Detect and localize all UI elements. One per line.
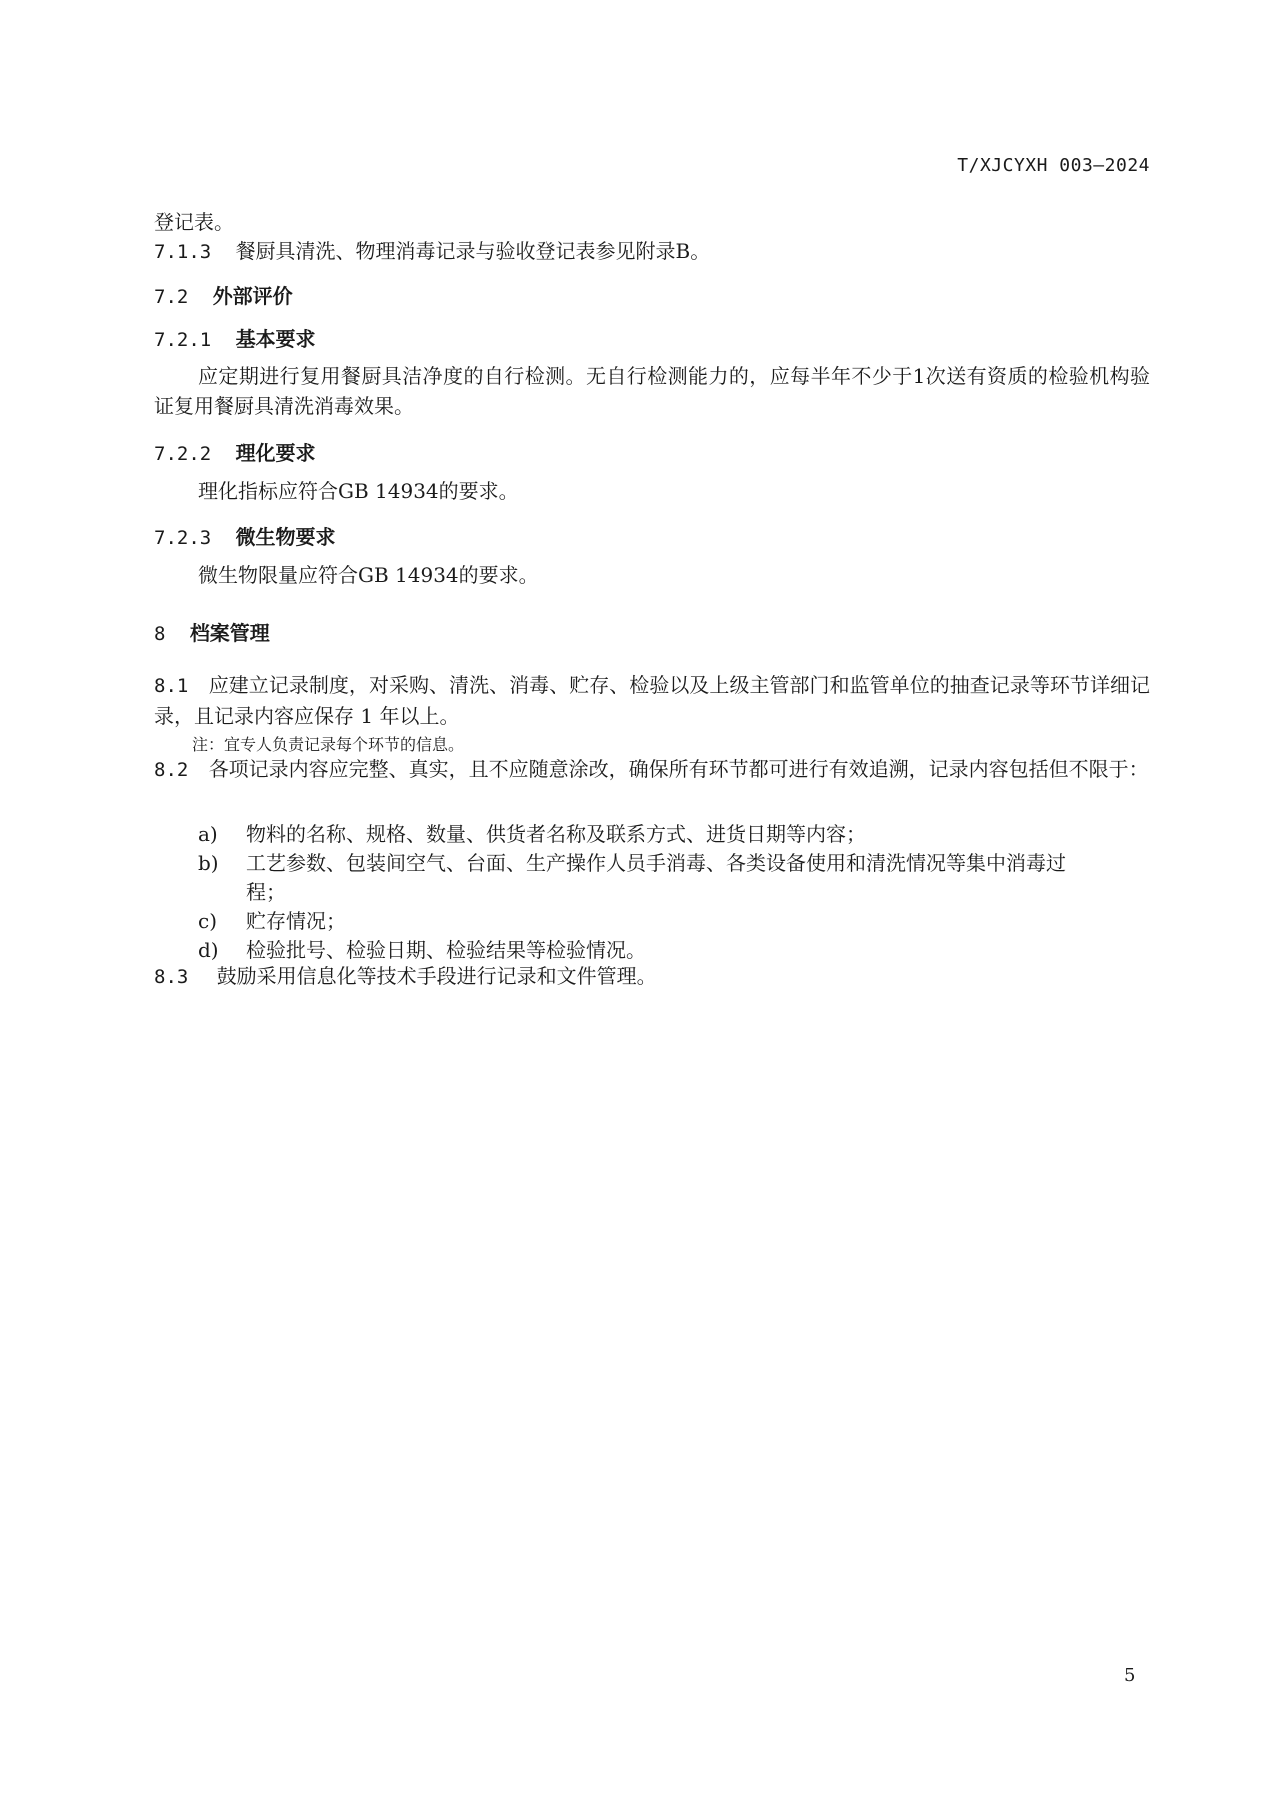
clause-number: 8.2 — [154, 759, 189, 781]
clause-8-3 — [154, 962, 657, 992]
heading-number: 7.2.2 — [154, 443, 212, 465]
clause-text: 应建立记录制度，对采购、清洗、消毒、贮存、检验以及上级主管部门和监管单位的抽查记录等环节详细记录，且记录内容应保存 1 年以上。 — [154, 673, 1151, 728]
list-item-label: a) — [198, 822, 218, 846]
clause-8-2 — [154, 754, 1150, 785]
paragraph-7-2-1: 应定期进行复用餐厨具洁净度的自行检测。无自行检测能力的，应每半年不少于1次送有资质的检验机构验证复用餐厨具清洗消毒效果。 — [154, 364, 1150, 418]
note: 注：宜专人负责记录每个环节的信息。 — [192, 735, 465, 754]
document-id: T/XJCYXH 003—2024 — [957, 155, 1150, 176]
list-item-d — [198, 934, 646, 963]
clause-number: 7.1.3 — [154, 241, 212, 263]
list-item-label: d) — [198, 938, 219, 962]
list-item-label: c) — [198, 909, 218, 933]
heading-number: 8 — [154, 623, 166, 645]
clause-text: 餐厨具清洗、物理消毒记录与验收登记表参见附录B。 — [235, 239, 711, 263]
heading-title: 外部评价 — [212, 284, 293, 308]
list-item-text: 检验批号、检验日期、检验结果等检验情况。 — [246, 938, 646, 962]
list-item-b-continuation: 程； — [246, 880, 286, 904]
heading-number: 7.2.3 — [154, 527, 212, 549]
heading-title: 档案管理 — [189, 621, 270, 645]
list-item-text: 物料的名称、规格、数量、供货者名称及联系方式、进货日期等内容； — [246, 822, 866, 846]
list-item-text: 贮存情况； — [246, 909, 346, 933]
list-item-label: b) — [198, 851, 219, 875]
heading-7-2-1 — [154, 323, 316, 352]
paragraph-7-2-2: 理化指标应符合GB 14934的要求。 — [198, 479, 519, 503]
heading-title: 基本要求 — [235, 327, 316, 351]
list-item-text: 工艺参数、包装间空气、台面、生产操作人员手消毒、各类设备使用和清洗情况等集中消毒过 — [246, 851, 1066, 875]
clause-text: 鼓励采用信息化等技术手段进行记录和文件管理。 — [216, 964, 657, 988]
heading-7-2-3 — [154, 521, 336, 550]
heading-title: 微生物要求 — [235, 525, 336, 549]
heading-number: 7.2.1 — [154, 329, 212, 351]
heading-number: 7.2 — [154, 286, 189, 308]
continuation-line: 登记表。 — [154, 210, 234, 234]
paragraph-7-2-3: 微生物限量应符合GB 14934的要求。 — [198, 563, 539, 587]
list-item-b — [198, 847, 1066, 876]
clause-number: 8.1 — [154, 675, 189, 697]
heading-title: 理化要求 — [235, 441, 316, 465]
clause-8-1 — [154, 670, 1150, 731]
clause-text: 各项记录内容应完整、真实，且不应随意涂改，确保所有环节都可进行有效追溯，记录内容包括但不限于： — [208, 757, 1149, 781]
list-item-a — [198, 818, 866, 847]
page-number: 5 — [1124, 1665, 1136, 1686]
heading-7-2-2 — [154, 437, 316, 466]
clause-7-1-3 — [154, 237, 710, 267]
heading-7-2 — [154, 280, 293, 309]
clause-number: 8.3 — [154, 966, 189, 988]
heading-8 — [154, 617, 270, 646]
list-item-c — [198, 905, 346, 934]
